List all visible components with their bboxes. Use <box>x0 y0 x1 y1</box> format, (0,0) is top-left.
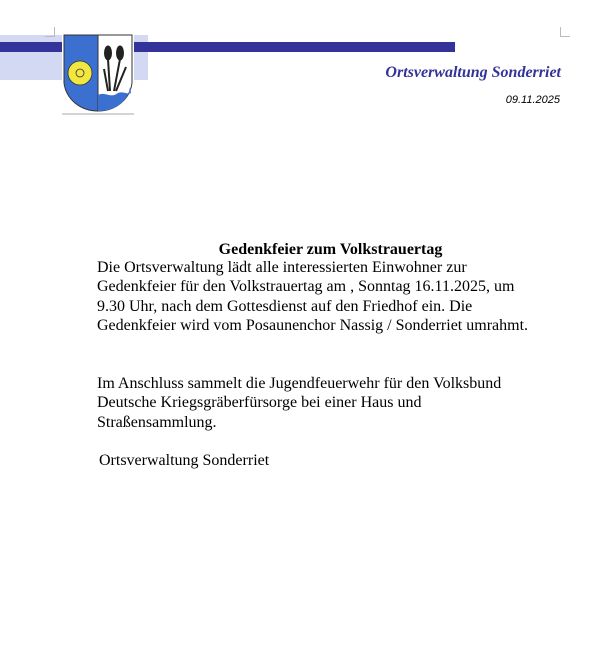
text-line: Im Anschluss sammelt die Jugendfeuerwehr für den Volksbund <box>97 375 502 392</box>
signature: Ortsverwaltung Sonderriet <box>99 452 270 469</box>
text-line: Straßensammlung. <box>97 413 217 431</box>
organization-name: Ortsverwaltung Sonderriet <box>385 64 561 81</box>
document-title: Gedenkfeier zum Volkstrauertag <box>218 241 443 258</box>
text-line: Deutsche Kriegsgräberfürsorge bei einer Haus und <box>97 394 422 412</box>
coat-of-arms-logo <box>62 33 134 115</box>
document-date: 09.11.2025 <box>505 94 560 106</box>
margin-corner-mark <box>45 27 55 37</box>
text-line: Gedenkfeier für den Volkstrauertag am , Sonntag 16.11.2025, um <box>97 278 515 296</box>
paragraph-collection <box>97 374 501 432</box>
text-line: Die Ortsverwaltung lädt alle interessierten Einwohner zur <box>97 259 467 276</box>
margin-corner-mark <box>560 27 570 37</box>
paragraph-invitation <box>97 258 528 335</box>
text-line: 9.30 Uhr, nach dem Gottesdienst auf den Friedhof ein. Die <box>97 297 473 315</box>
text-line: Gedenkfeier wird vom Posaunenchor Nassig / Sonderriet umrahmt. <box>97 316 529 334</box>
